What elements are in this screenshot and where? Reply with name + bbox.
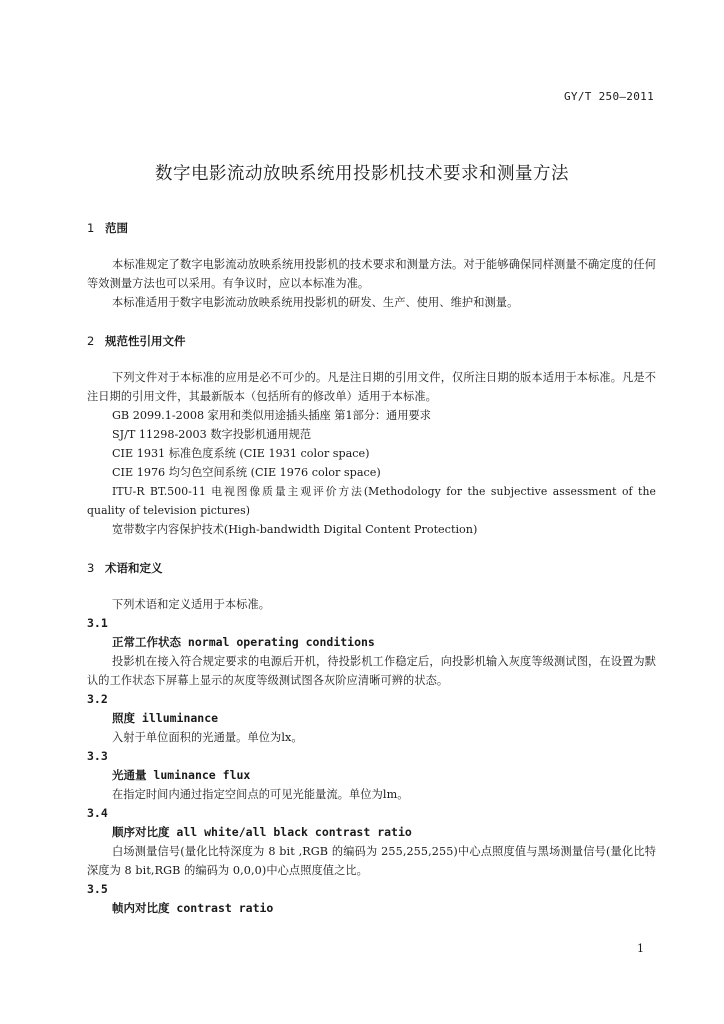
section-number: 3: [87, 561, 95, 575]
section-3-heading: [87, 559, 656, 577]
reference-item: ITU-R BT.500-11 电视图像质量主观评价方法(Methodology for the subjective assessment of the quality of television pictures): [87, 485, 656, 517]
section-number: 1: [87, 221, 95, 235]
section-number: 2: [87, 334, 95, 348]
term-definition: 入射于单位面积的光通量。单位为lx。: [112, 731, 303, 744]
page-title: 数字电影流动放映系统用投影机技术要求和测量方法: [155, 164, 569, 184]
section-1-heading: [87, 219, 656, 237]
term-title: 顺序对比度 all white/all black contrast ratio: [112, 825, 412, 839]
term-definition: 投影机在接入符合规定要求的电源后开机，待投影机工作稳定后，向投影机输入灰度等级测试图，在设置为默认的工作状态下屏幕上显示的灰度等级测试图各灰阶应清晰可辨的状态。: [87, 655, 656, 687]
document-body: [87, 219, 656, 918]
section-title: 术语和定义: [105, 561, 163, 575]
term-title: 照度 illuminance: [112, 711, 219, 725]
term-definition: 白场测量信号(量化比特深度为 8 bit ,RGB 的编码为 255,255,255)中心点照度值与黑场测量信号(量化比特深度为 8 bit,RGB 的编码为 0,0,0)中心点照度值之比。: [87, 845, 656, 877]
term-number: 3.1: [87, 616, 108, 630]
term-number: 3.5: [87, 882, 108, 896]
term-number: 3.2: [87, 692, 108, 706]
term-number: 3.3: [87, 749, 108, 763]
reference-item: 宽带数字内容保护技术(High-bandwidth Digital Content Protection): [112, 523, 478, 536]
standard-code: GY/T 250—2011: [564, 90, 654, 103]
term-title: 光通量 luminance flux: [112, 768, 251, 782]
terms-intro: 下列术语和定义适用于本标准。: [112, 598, 271, 611]
reference-item: SJ/T 11298-2003 数字投影机通用规范: [112, 428, 312, 441]
section-title: 范围: [105, 221, 128, 235]
reference-item: CIE 1976 均匀色空间系统 (CIE 1976 color space): [112, 466, 381, 479]
scope-paragraph-1: 本标准规定了数字电影流动放映系统用投影机的技术要求和测量方法。对于能够确保同样测量不确定度的任何等效测量方法也可以采用。有争议时，应以本标准为准。: [87, 258, 656, 290]
term-number: 3.4: [87, 806, 108, 820]
section-title: 规范性引用文件: [105, 334, 186, 348]
references-intro: 下列文件对于本标准的应用是必不可少的。凡是注日期的引用文件，仅所注日期的版本适用于本标准。凡是不注日期的引用文件，其最新版本（包括所有的修改单）适用于本标准。: [87, 371, 656, 403]
reference-item: GB 2099.1-2008 家用和类似用途插头插座 第1部分：通用要求: [112, 409, 431, 422]
section-2-heading: [87, 332, 656, 350]
page-number: 1: [637, 942, 644, 955]
scope-paragraph-2: 本标准适用于数字电影流动放映系统用投影机的研发、生产、使用、维护和测量。: [112, 296, 519, 309]
reference-item: CIE 1931 标准色度系统 (CIE 1931 color space): [112, 447, 370, 460]
term-definition: 在指定时间内通过指定空间点的可见光能量流。单位为lm。: [112, 788, 409, 801]
term-title: 正常工作状态 normal operating conditions: [112, 635, 375, 649]
term-title: 帧内对比度 contrast ratio: [112, 901, 274, 915]
